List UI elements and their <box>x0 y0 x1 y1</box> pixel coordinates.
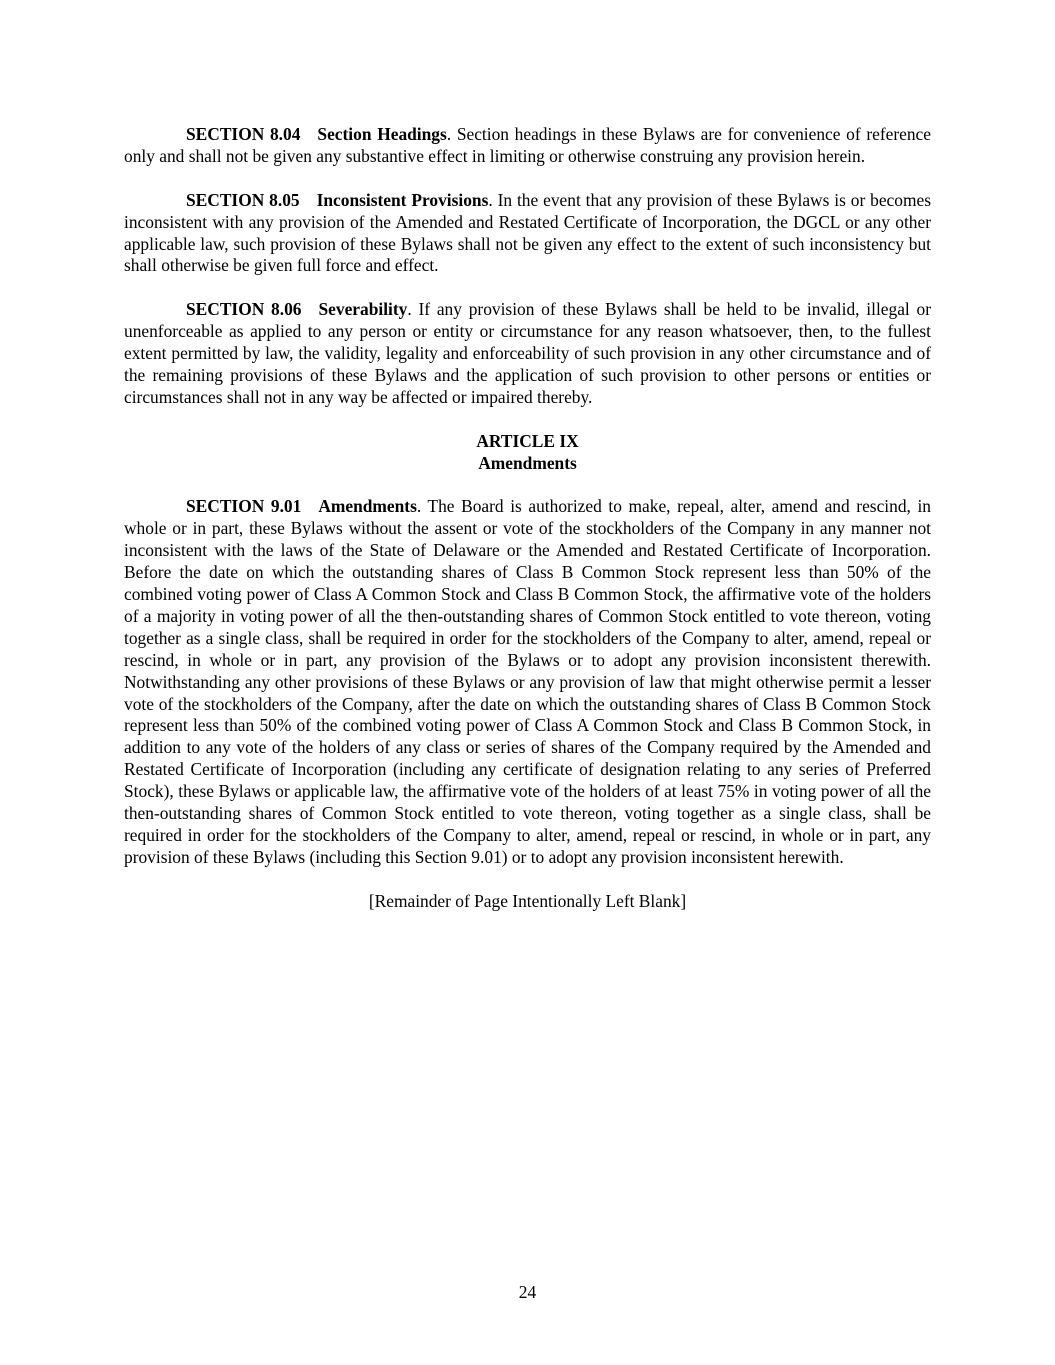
section-number: SECTION 8.05 <box>186 189 300 210</box>
section-9-01 <box>124 496 931 868</box>
article-heading <box>124 431 931 475</box>
section-title: Section Headings <box>317 124 447 144</box>
page-number: 24 <box>518 1282 537 1302</box>
remainder-note: [Remainder of Page Intentionally Left Blank] <box>368 890 687 911</box>
section-number: SECTION 9.01 <box>186 496 302 517</box>
section-number: SECTION 8.06 <box>186 299 302 320</box>
section-title: Amendments <box>318 496 417 517</box>
section-8-06 <box>124 299 931 409</box>
section-8-05 <box>124 190 931 278</box>
section-8-04 <box>124 124 931 168</box>
section-title: Severability <box>318 299 408 320</box>
section-body: . In the event that any provision of these Bylaws is or becomes inconsistent with any provision of the Amended and Restated Certificate of Incorporation, the DGCL or any other applicable law, such provision of these Bylaws shall not be given any effect to the extent of such inconsistency but shall otherwise be given full force and effect. <box>124 189 931 276</box>
section-body: . If any provision of these Bylaws shall be held to be invalid, illegal or unenforceable as applied to any person or entity or circumstance for any reason whatsoever, then, to the fullest extent permitted by law, the validity, legality and enforceability of such provision in any other circumstance and of the remaining provisions of these Bylaws and the application of such provision to other persons or entities or circumstances shall not in any way be affected or impaired thereby. <box>124 299 931 407</box>
article-title: Amendments <box>478 452 577 473</box>
section-body: . The Board is authorized to make, repeal, alter, amend and rescind, in whole or in part, these Bylaws without the assent or vote of the stockholders of the Company in any manner not inconsistent with the laws of the State of Delaware or the Amended and Restated Certificate of Incorporation. Before the date on which the outstanding shares of Class B Common Stock represent less than 50% of the combined voting power of Class A Common Stock and Class B Common Stock, the affirmative vote of the holders of a majority in voting power of all the then-outstanding shares of Common Stock entitled to vote thereon, voting together as a single class, shall be required in order for the stockholders of the Company to alter, amend, repeal or rescind, in whole or in part, any provision of the Bylaws or to adopt any provision inconsistent therewith. Notwithstanding any other provisions of these Bylaws or any provision of law that might otherwise permit a lesser vote of the stockholders of the Company, after the date on which the outstanding shares of Class B Common Stock represent less than 50% of the combined voting power of Class A Common Stock and Class B Common Stock, in addition to any vote of the holders of any class or series of shares of the Company required by the Amended and Restated Certificate of Incorporation (including any certificate of designation relating to any series of Preferred Stock), these Bylaws or applicable law, the affirmative vote of the holders of at least 75% in voting power of all the then-outstanding shares of Common Stock entitled to vote thereon, voting together as a single class, shall be required in order for the stockholders of the Company to alter, amend, repeal or rescind, in whole or in part, any provision of these Bylaws (including this Section 9.01) or to adopt any provision inconsistent herewith. <box>124 496 931 867</box>
document-page <box>124 124 931 913</box>
section-title: Inconsistent Provisions <box>316 189 489 210</box>
section-body: . Section headings in these Bylaws are for convenience of reference only and shall not be given any substantive effect in limiting or otherwise construing any provision herein. <box>124 124 931 166</box>
article-number: ARTICLE IX <box>476 430 579 451</box>
section-number: SECTION 8.04 <box>186 124 301 144</box>
